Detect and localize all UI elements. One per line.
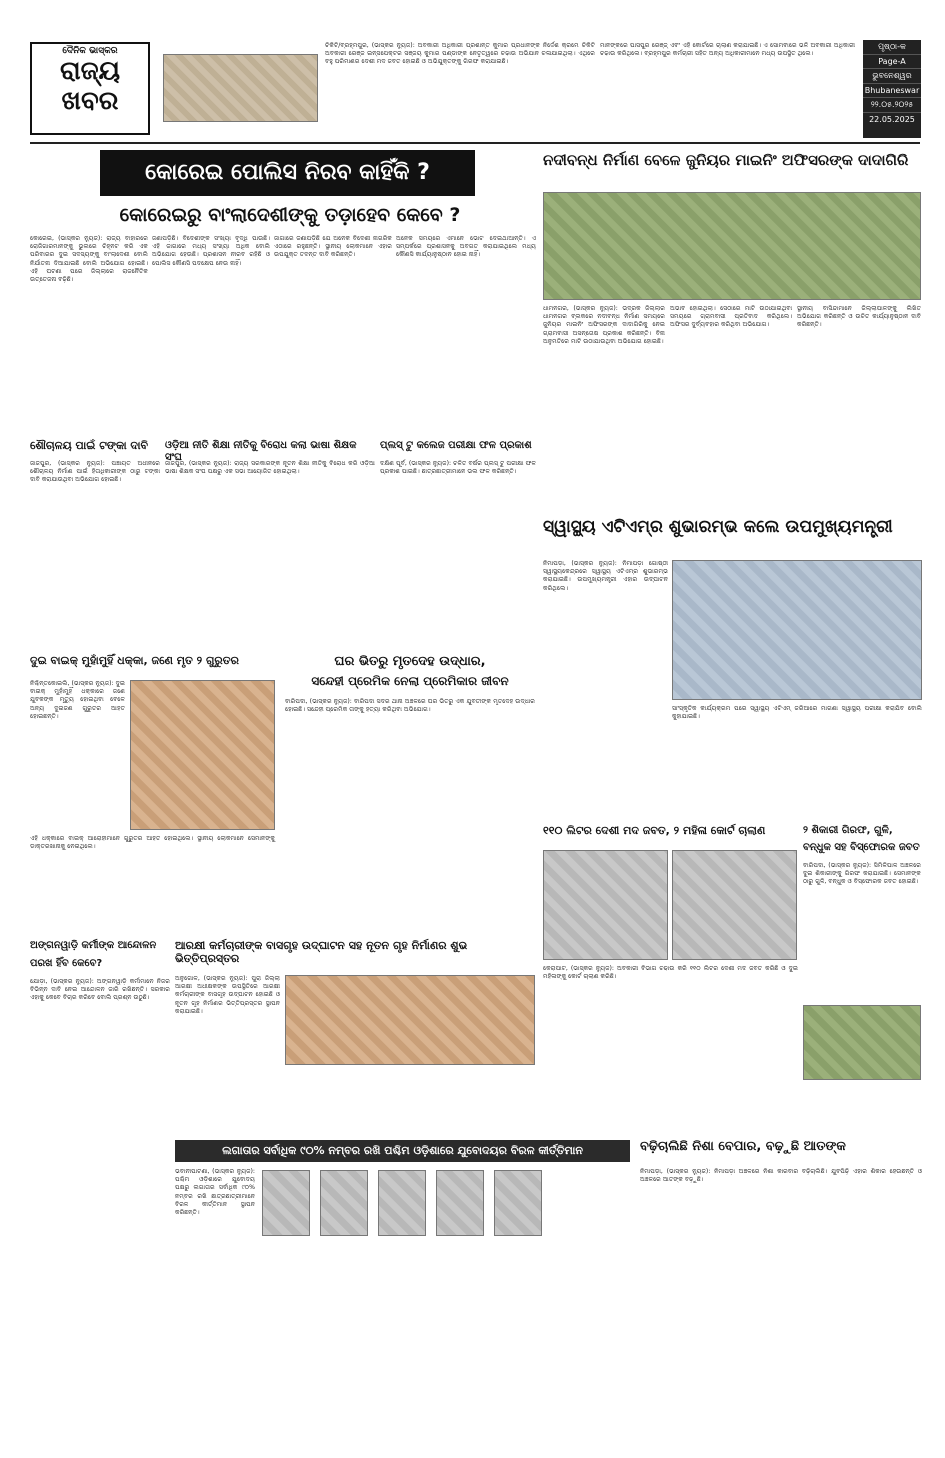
dam-col-1: ଧାମନଗର, (ଭାସ୍କର ନ୍ୟୁଜ): ଭଦ୍ରକ ଜିଲ୍ଲାର ଧାମନଗର ବ୍ଲକରେ ନଦୀବନ୍ଧ ନିର୍ମାଣ ସମୟରେ ଜୁନିୟର ମାଇନିଂ ଅଫିସରଙ୍କ ଦାଦାଗିରିକୁ ନେଇ ଗ୍ରାମବାସୀ ଅସନ୍ତୋଷ ପ୍ରକାଶ କରିଛନ୍ତି। ବିନା ଅନୁମତିରେ ମାଟି ଉଠାଯାଉଥିବା ଅଭିଯୋଗ ହୋଇଛି। — [543, 305, 665, 345]
anganwadi-headline-2: ପରଖ ହିଁବ କେବେ? — [30, 958, 103, 969]
masthead-logo — [30, 42, 150, 135]
student-photo-1 — [262, 1170, 310, 1236]
student-photo-5 — [494, 1170, 542, 1236]
body-headline-1: ଘର ଭିତରୁ ମୃତଦେହ ଉଦ୍ଧାର, — [334, 654, 486, 669]
teacher-text: ଜାଜପୁର, (ଭାସ୍କର ନ୍ୟୁଜ): ରାଜ୍ୟ ସରକାରଙ୍କ ନୂତନ ଶିକ୍ଷା ନୀତିକୁ ବିରୋଧ କରି ଓଡ଼ିଆ ଭାଷା ଶିକ୍ଷକ ସଂଘ ପକ୍ଷରୁ ଏକ ସଭା ଆୟୋଜିତ ହୋଇଥିଲା। — [165, 460, 375, 476]
hunter-headline-1: ୨ ଶିକାରୀ ଗିରଫ, ଗୁଳି, — [803, 825, 893, 836]
page-label-english: Page-A — [863, 55, 921, 69]
body-text: ବାରିପଦା, (ଭାସ୍କର ନ୍ୟୁଜ): ବାରିପଦା ସଦର ଥାନା ଅଞ୍ଚଳରେ ଘର ଭିତରୁ ଏକ ଯୁବତୀଙ୍କ ମୃତଦେହ ଉଦ୍ଧାର ହୋଇଛି। ସନ୍ଦେହୀ ପ୍ରେମିକ ତାଙ୍କୁ ହତ୍ୟା କରିଥିବା ଅଭିଯୋଗ। — [285, 698, 535, 714]
sisu-headline: ଶୌଚାଳୟ ପାଇଁ ଟଙ୍କା ଦାବି — [30, 439, 149, 452]
anganwadi-text: ଯୋଡ଼ା, (ଭାସ୍କର ନ୍ୟୁଜ): ଅଙ୍ଗନୱାଡ଼ି କର୍ମୀମାନେ ନିଜର ବିଭିନ୍ନ ଦାବି ନେଇ ଆନ୍ଦୋଳନ ଜାରି ରଖିଛନ୍ତି। ସରକାର ଏହାକୁ କେବେ ବିଚାର କରିବେ ବୋଲି ପ୍ରଶ୍ନ ଉଠୁଛି। — [30, 978, 170, 1002]
liquor-photo-1 — [543, 850, 668, 960]
dam-photo — [543, 192, 921, 300]
issue-date: 22.05.2025 — [869, 115, 915, 124]
atm-photo — [672, 560, 922, 700]
bike-headline: ଦୁଇ ବାଇକ୍ ମୁହାଁମୁହିଁ ଧକ୍କା, ଜଣେ ମୃତ ୨ ଗୁରୁତର — [30, 654, 239, 667]
banner-headline: କୋରେଇ ପୋଲିସ ନିରବ କାହିଁକି ? — [100, 150, 475, 196]
dam-col-2: ଅଭାବ ହୋଇଥିଲା। ସେଠାରେ ମାଟି ଉଠାଯାଇଥିବା ସମୟରେ ଗ୍ରାମବାସୀ ପ୍ରତିବାଦ କରିଥିଲେ। ଅଫିସର ଦୁର୍ବ୍ୟବହାର କରିଥିବା ଅଭିଯୋଗ। — [670, 305, 792, 329]
third-headline: ପ୍ଲସ୍ ଟୁ କଲେଜ ପରୀକ୍ଷା ଫଳ ପ୍ରକାଶ — [380, 440, 532, 451]
hunter-headline-2: ବନ୍ଧୁକ ସହ ବିସ୍ଫୋରକ ଜବତ — [803, 842, 920, 853]
korei-col-1: କୋରେଇ, (ଭାସ୍କର ନ୍ୟୁଜ): ରାଜ୍ୟ ବାହାରରେ ରୋଜିଗାରମାନଙ୍କୁ ଭୁଲରେ ଚିହ୍ନଟ କରି ଏକ ପରିବାରର ଦୁଇ ସଦସ୍ୟଙ୍କୁ ବାଂଲାଦେଶୀ ବୋଲି ନିର୍ଯାତନା ଦିଆଯାଇଛି ବୋଲି ଅଭିଯୋଗ ହୋଇଛି। ଏହି ଘଟଣା ପରେ ଜିଲ୍ଲାରେ ରାଜନୈତିକ ଉତ୍ତେଜନା ବଢ଼ିଛି। — [30, 235, 148, 284]
masthead-line-3: ଖବର — [61, 86, 119, 116]
bike-photo — [130, 680, 275, 830]
header-rule — [30, 142, 920, 144]
city-english: Bhubaneswar — [863, 84, 921, 98]
liquor-photo-2 — [672, 850, 797, 960]
page-label-odia: ପୃଷ୍ଠା-କ — [863, 40, 921, 55]
atm-text: ନିମାପଡ଼ା, (ଭାସ୍କର ନ୍ୟୁଜ): ନିମାପଡ଼ା ଗୋଷ୍ଠୀ ସ୍ୱାସ୍ଥ୍ୟକେନ୍ଦ୍ରରେ ସ୍ୱାସ୍ଥ୍ୟ ଏଟିଏମ୍‌ର ଶୁଭାରମ୍ଭ କରାଯାଇଛି। ଉପମୁଖ୍ୟମନ୍ତ୍ରୀ ଏହାର ଉଦ୍‌ଘାଟନ କରିଥିଲେ। — [543, 560, 668, 592]
teacher-headline: ଓଡ଼ିଆ ନୀତି ଶିକ୍ଷା ନୀତିକୁ ବିରୋଧ କଲା ଭାଷା ଶିକ୍ଷକ ସଂଘ — [165, 440, 357, 463]
masthead-line-2: ରାଜ୍ୟ — [59, 56, 121, 86]
drugs-headline: ବଢ଼ିଚାଲିଛି ନିଶା ବେପାର, ବଢ଼ୁଛି ଆତଙ୍କ — [640, 1139, 846, 1154]
sisu-text: ଜାଜପୁର, (ଭାସ୍କର ନ୍ୟୁଜ): ପଞ୍ଚାୟତ ଅଧୀନରେ ଶୌଚାଳୟ ନିର୍ମାଣ ପାଇଁ ହିତାଧିକାରୀଙ୍କ ଠାରୁ ଟଙ୍କା ଦାବି କରାଯାଉଥିବା ଅଭିଯୋଗ ହୋଇଛି। — [30, 460, 160, 484]
top-story-text-2: ମାନଙ୍କରେ ପାସପୁର ରେଞ୍ଜ୍ ଏବଂ ଏହି କୋର୍ଟରେ ଚାଲାଣ କରାଯାଇଛି। ଏ ସୋମବାରେ ଭଳି ଅବକାରୀ ଅଧିକାରୀ ଚଢାଉ କରିଥିଲେ। ବ୍ରହ୍ମପୁର କର୍ମଚାରୀ ସହିତ ଅନ୍ୟ ଅଧିକାରୀମାନେ ମଧ୍ୟ ଉପସ୍ଥିତ ଥିଲେ। — [600, 42, 855, 58]
bike-text: ନିଶ୍ଚିନ୍ତକୋଇଲି, (ଭାସ୍କର ନ୍ୟୁଜ): ଦୁଇ ବାଇକ୍ ମୁହାଁମୁହିଁ ଧକ୍କାରେ ଜଣେ ଯୁବକଙ୍କ ମୃତ୍ୟୁ ହୋଇଥିବା ବେଳେ ଅନ୍ୟ ଦୁଇଜଣ ଗୁରୁତର ଆହତ ହୋଇଛନ୍ତି। — [30, 680, 125, 720]
top-story-text: ଚିକିଟି/ବ୍ରହ୍ମପୁର, (ଭାସ୍କର ନ୍ୟୁଜ): ଅବକାରୀ ଅଧିକାରୀ ପ୍ରଶାନ୍ତ କୁମାର ପ୍ରଧାନଙ୍କ ନିର୍ଦ୍ଦେଶ କ୍ରମେ ଚିକିଟି ଅବକାରୀ ରେଞ୍ଜ ଇନ୍ସପେକ୍ଟର ସଞ୍ଜୟ କୁମାର ପଣ୍ଡାଙ୍କ ନେତୃତ୍ୱରେ ଚଢାଉ ଅଭିଯାନ ଚଳାଯାଇଥିଲା। ଏଥିରେ ବହୁ ପରିମାଣର ଦେଶୀ ମଦ ଜବତ ହୋଇଛି ଓ ଅଭିଯୁକ୍ତଙ୍କୁ ଗିରଫ କରାଯାଇଛି। — [325, 42, 595, 66]
issue-number: ୨୨.୦୫.୨୦୨୫ — [863, 98, 921, 113]
dam-headline: ନଦୀବନ୍ଧ ନିର୍ମାଣ ବେଳେ ଜୁନିୟର ମାଇନିଂ ଅଫିସରଙ୍କ ଦାଦାଗିରି — [543, 151, 909, 169]
bike-text-2: ଏହି ଧକ୍କାରେ ବାଇକ୍ ଆରୋହୀମାନେ ଗୁରୁତର ଆହତ ହୋଇଥିଲେ। ସ୍ଥାନୀୟ ଲୋକମାନେ ସେମାନଙ୍କୁ ଡାକ୍ତରଖାନାକୁ ନେଇଥିଲେ। — [30, 835, 275, 851]
hunter-text: ବାରିପଦା, (ଭାସ୍କର ନ୍ୟୁଜ): ସିମିଳିପାଳ ଅଞ୍ଚଳରେ ଦୁଇ ଶିକାରୀଙ୍କୁ ଗିରଫ କରାଯାଇଛି। ସେମାନଙ୍କ ଠାରୁ ଗୁଳି, ବନ୍ଧୁକ ଓ ବିସ୍ଫୋରକ ଜବତ ହୋଇଛି। — [803, 862, 921, 886]
student-photo-3 — [378, 1170, 426, 1236]
atm-text-2: ସାଂସ୍କୃତିକ କାର୍ଯ୍ୟକ୍ରମ ପରେ ସ୍ୱାସ୍ଥ୍ୟ ଏଟିଏମ୍ ଜରିଆରେ ମାଗଣା ସ୍ୱାସ୍ଥ୍ୟ ପରୀକ୍ଷା କରାଯିବ ବୋଲି କୁହାଯାଇଛି। — [672, 705, 922, 721]
atm-headline: ସ୍ୱାସ୍ଥ୍ୟ ଏଟିଏମ୍‌ର ଶୁଭାରମ୍ଭ କଲେ ଉପମୁଖ୍ୟମନ୍ତ୍ରୀ — [543, 517, 893, 537]
city-odia: ଭୁବନେଶ୍ୱର — [863, 69, 921, 84]
hunter-photo — [803, 1005, 921, 1080]
korei-col-2: ଜଣାପଡ଼ିଛି। ବିଦେଶୀଙ୍କ ସଂଖ୍ୟା ବୃଦ୍ଧି ପାଉଛି। ଏହି ଜାଗାରେ ମଧ୍ୟ ସଂଖ୍ୟା ଅଧିକ ବୋଲି ଅଭିଯୋଗ ହେଉଛି। ପ୍ରଶାସନ ନୀରବ ରହିଛି ଓ ପୋଲିସ କୌଣସି ପଦକ୍ଷେପ ନେଉ ନାହିଁ। — [152, 235, 270, 267]
korei-col-3: ଜାଗାରେ ଜଣାପଡ଼ିଛି ଯେ ଅନେକ ବିଦେଶୀ ନାଗରିକ ଏଠାରେ ରହୁଛନ୍ତି। ସ୍ଥାନୀୟ ଲୋକମାନେ ଏହାର ଉପଯୁକ୍ତ ତଦନ୍ତ ଦାବି କରିଛନ୍ତି। — [274, 235, 392, 259]
page-info-box — [863, 40, 921, 138]
police-photo — [285, 975, 535, 1065]
liquor-headline: ୧୧୦ ଲିଟର ଦେଶୀ ମଦ ଜବତ, ୨ ମହିଳା କୋର୍ଟ ଚାଲାଣ — [543, 824, 766, 837]
korei-col-4: ଅନେକ ସମୟରେ ଏମାନେ ଭୋଟ ଦେଇଥାଆନ୍ତି। ଏ ସମ୍ପର୍କରେ ପ୍ରଶାସନକୁ ଅବଗତ କରାଯାଇଥିଲେ ମଧ୍ୟ କୌଣସି କାର୍ଯ୍ୟାନୁଷ୍ଠାନ ହୋଇ ନାହିଁ। — [396, 235, 536, 259]
student-photo-4 — [436, 1170, 484, 1236]
student-photo-2 — [320, 1170, 368, 1236]
anganwadi-headline-1: ଅଙ୍ଗନୱାଡ଼ି କର୍ମୀଙ୍କ ଆନ୍ଦୋଳନ — [30, 940, 157, 951]
students-text: ଭବାନୀପାଟଣା, (ଭାସ୍କର ନ୍ୟୁଜ): ପଶ୍ଚିମ ଓଡ଼ିଶାରେ ଯୁବୋଦୟ ପକ୍ଷରୁ ଲଗାତାର ସର୍ବାଧିକ ୯୦% ନମ୍ବର ରଖି ଛାତ୍ରଛାତ୍ରୀମାନେ ବିରଳ କୀର୍ତ୍ତିମାନ ସ୍ଥାପନ କରିଛନ୍ତି। — [175, 1168, 255, 1217]
body-headline-2: ସନ୍ଦେହୀ ପ୍ରେମିକ ନେଲା ପ୍ରେମିକାର ଜୀବନ — [311, 674, 509, 688]
police-text: ଅନୁଗୋଳ, (ଭାସ୍କର ନ୍ୟୁଜ): ପୁରା ଜିଲ୍ଲା ଆରକ୍ଷୀ ଅଧୀକ୍ଷକଙ୍କ ଉପସ୍ଥିତିରେ ଆରକ୍ଷୀ କର୍ମଚାରୀଙ୍କ ବାସଗୃହ ଉଦ୍‌ଘାଟନ ହୋଇଛି ଓ ନୂତନ ଗୃହ ନିର୍ମାଣର ଭିତ୍ତିପ୍ରସ୍ତର ସ୍ଥାପନ କରାଯାଇଛି। — [175, 975, 280, 1015]
liquor-text: କେରାପାଟ, (ଭାସ୍କର ନ୍ୟୁଜ): ଅବକାରୀ ବିଭାଗ ଚଢାଉ କରି ୧୧୦ ଲିଟର ଦେଶୀ ମଦ ଜବତ କରିଛି ଓ ଦୁଇ ମହିଳାଙ୍କୁ କୋର୍ଟ ଚାଲାଣ କରିଛି। — [543, 965, 798, 981]
third-text: ଦକ୍ଷିଣ ପୂର୍ବ, (ଭାସ୍କର ନ୍ୟୁଜ): ଚଳିତ ବର୍ଷର ପ୍ଲସ୍ ଟୁ ପରୀକ୍ଷା ଫଳ ପ୍ରକାଶ ପାଇଛି। ଛାତ୍ରଛାତ୍ରୀମାନେ ଭଲ ଫଳ କରିଛନ୍ତି। — [380, 460, 536, 476]
dam-col-3: ସ୍ଥାନୀୟ ବାସିନ୍ଦାମାନେ ଜିଲ୍ଲାପାଳଙ୍କୁ ଲିଖିତ ଅଭିଯୋଗ କରିଛନ୍ତି ଓ ଉଚିତ କାର୍ଯ୍ୟାନୁଷ୍ଠାନ ଦାବି କରିଛନ୍ତି। — [797, 305, 921, 329]
korei-headline: କୋରେଇରୁ ବାଂଲାଦେଶୀଙ୍କୁ ତଡ଼ାହେବ କେବେ ? — [119, 204, 461, 226]
drugs-text: ନିମାପଡ଼ା, (ଭାସ୍କର ନ୍ୟୁଜ): ନିମାପଡ଼ା ଅଞ୍ଚଳରେ ନିଶା କାରବାର ବଢ଼ିଚାଲିଛି। ଯୁବପିଢ଼ି ଏହାର ଶିକାର ହେଉଛନ୍ତି ଓ ଅଞ୍ଚଳରେ ଆତଙ୍କ ବଢ଼ୁଛି। — [640, 1168, 922, 1184]
top-story-photo — [163, 54, 318, 122]
police-headline: ଆରକ୍ଷୀ କର୍ମଚାରୀଙ୍କ ବାସଗୃହ ଉଦ୍‌ଘାଟନ ସହ ନୂତନ ଗୃହ ନିର୍ମାଣର ଶୁଭ ଭିତ୍ତିପ୍ରସ୍ତର — [175, 939, 468, 965]
publisher-name: ଦୈନିକ ଭାସ୍କର — [62, 46, 118, 56]
students-headline: ଲଗାତାର ସର୍ବାଧିକ ୯୦% ନମ୍ବର ରଖି ପଶ୍ଚିମ ଓଡ଼ିଶାରେ ଯୁବୋଦୟର ବିରଳ କୀର୍ତ୍ତିମାନ — [175, 1140, 630, 1162]
